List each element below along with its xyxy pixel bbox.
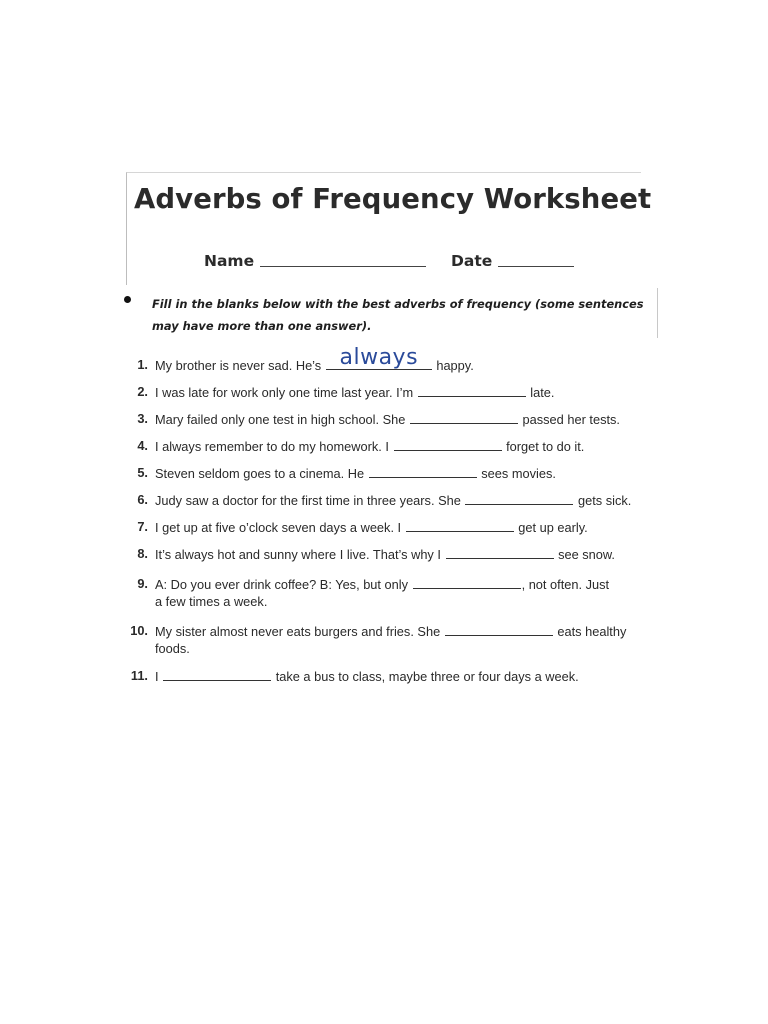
- question-after: gets sick.: [577, 493, 632, 508]
- question-number: 4.: [137, 438, 148, 453]
- question-continuation: a few times a week.: [155, 594, 268, 609]
- question-number: 11.: [130, 668, 148, 683]
- question-before: I get up at five o’clock seven days a week. I: [155, 520, 402, 535]
- answer-blank[interactable]: [406, 520, 514, 532]
- answer-blank[interactable]: [163, 669, 271, 681]
- question-text: [155, 623, 650, 657]
- question-before: I was late for work only one time last year. I’m: [155, 385, 414, 400]
- question-after: see snow.: [558, 547, 615, 562]
- date-label: Date: [451, 252, 493, 270]
- question-text: [155, 438, 650, 455]
- question-text: [155, 411, 650, 428]
- answer-blank[interactable]: [446, 547, 554, 559]
- answer-blank[interactable]: [410, 412, 518, 424]
- question-after: forget to do it.: [506, 439, 585, 454]
- date-blank-line: [498, 252, 574, 267]
- question-number: 2.: [137, 384, 148, 399]
- question-continuation: foods.: [155, 641, 190, 656]
- question-text: [155, 576, 650, 610]
- question-after: get up early.: [518, 520, 588, 535]
- question-text: [155, 519, 650, 536]
- question-before: Steven seldom goes to a cinema. He: [155, 466, 365, 481]
- question-before: I: [155, 669, 159, 684]
- instructions-text: Fill in the blanks below with the best adverbs of frequency (some sentences may have more than one answer).: [152, 297, 644, 333]
- question-after: sees movies.: [481, 466, 556, 481]
- question-number: 6.: [137, 492, 148, 507]
- question-before: A: Do you ever drink coffee? B: Yes, but only: [155, 577, 409, 592]
- question-after: passed her tests.: [522, 412, 620, 427]
- question-text: [155, 384, 650, 401]
- question-before: It’s always hot and sunny where I live. That’s why I: [155, 547, 441, 562]
- question-before: Mary failed only one test in high school. She: [155, 412, 406, 427]
- bullet-icon: [124, 296, 131, 303]
- answer-blank[interactable]: [326, 345, 432, 370]
- question-number: 5.: [137, 465, 148, 480]
- question-before: My brother is never sad. He’s: [155, 358, 322, 373]
- question-number: 3.: [137, 411, 148, 426]
- name-blank-line: [260, 252, 426, 267]
- answer-blank[interactable]: [413, 577, 521, 589]
- question-after: , not often. Just: [521, 577, 610, 592]
- answer-blank[interactable]: [418, 385, 526, 397]
- answer-blank[interactable]: [445, 624, 553, 636]
- question-number: 1.: [137, 357, 148, 372]
- question-text: [155, 546, 650, 563]
- question-text: [155, 345, 650, 374]
- question-after: take a bus to class, maybe three or four days a week.: [275, 669, 579, 684]
- question-text: [155, 492, 650, 509]
- question-before: I always remember to do my homework. I: [155, 439, 389, 454]
- question-number: 8.: [137, 546, 148, 561]
- question-text: [155, 465, 650, 482]
- name-field: [204, 252, 426, 270]
- question-number: 7.: [137, 519, 148, 534]
- question-after: eats healthy: [557, 624, 627, 639]
- question-number: 9.: [137, 576, 148, 591]
- question-after: happy.: [436, 358, 474, 373]
- date-field: [451, 252, 574, 270]
- worksheet-title: Adverbs of Frequency Worksheet: [134, 183, 652, 215]
- question-number: 10.: [130, 623, 148, 638]
- name-label: Name: [204, 252, 255, 270]
- answer-blank[interactable]: [369, 466, 477, 478]
- answer-blank[interactable]: [465, 493, 573, 505]
- question-text: [155, 668, 650, 685]
- answer-blank[interactable]: [394, 439, 502, 451]
- handwritten-answer: always: [339, 345, 419, 370]
- question-before: My sister almost never eats burgers and fries. She: [155, 624, 441, 639]
- question-before: Judy saw a doctor for the first time in three years. She: [155, 493, 461, 508]
- question-after: late.: [530, 385, 555, 400]
